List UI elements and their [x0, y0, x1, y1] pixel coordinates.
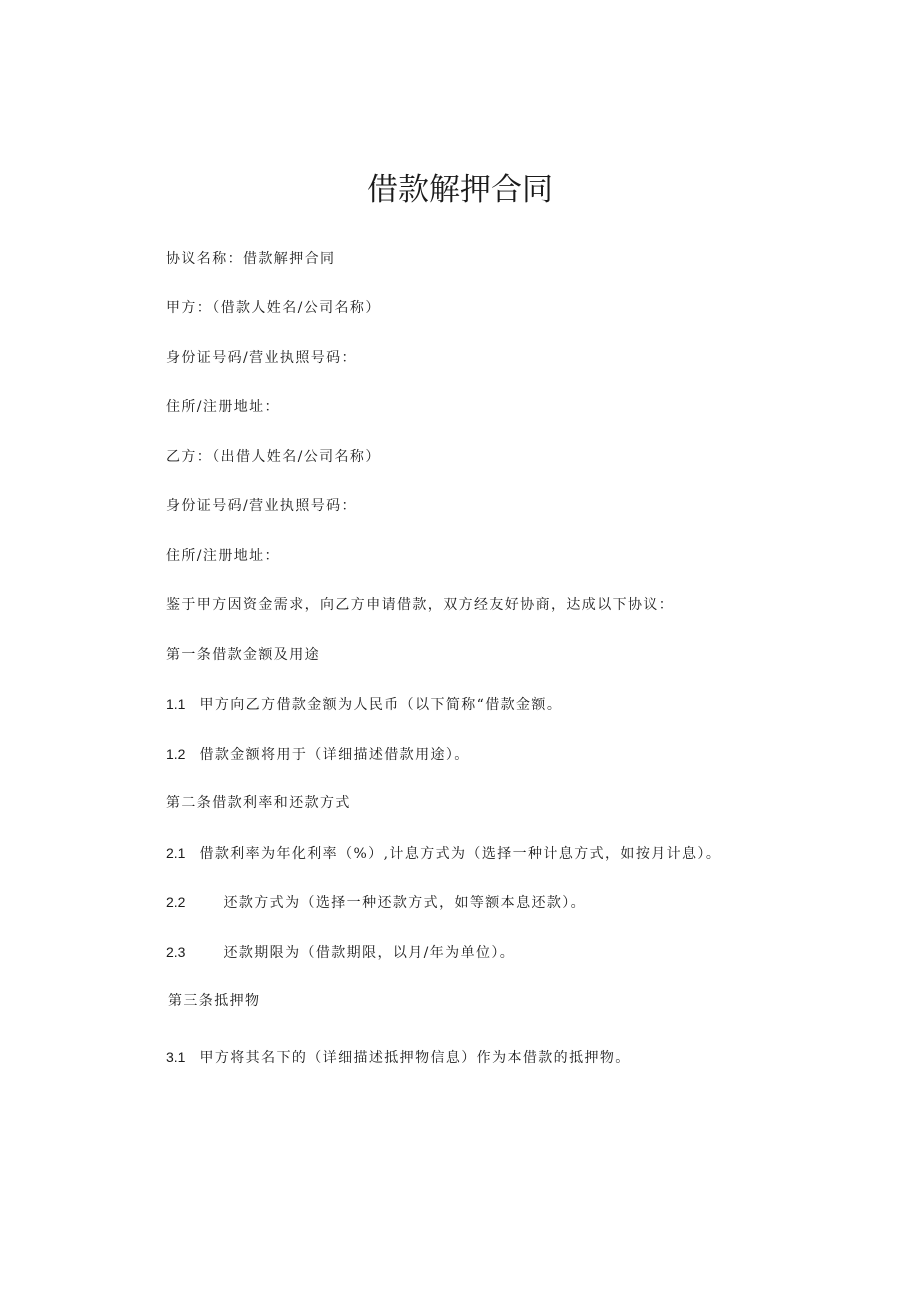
article-2-heading: 第二条借款利率和还款方式	[166, 795, 351, 811]
party-b-address-line: 住所/注册地址：	[166, 548, 280, 564]
clause-3-1	[166, 1047, 631, 1068]
clause-2-1	[166, 843, 721, 864]
clause-number: 1.1	[166, 696, 186, 712]
clause-1-1	[166, 694, 562, 715]
article-1-heading: 第一条借款金额及用途	[166, 647, 320, 663]
clause-number: 3.1	[166, 1049, 186, 1065]
clause-2-2	[166, 892, 586, 913]
document-title: 借款解押合同	[367, 172, 553, 208]
party-a-id-line: 身份证号码/营业执照号码：	[166, 350, 357, 366]
clause-text: 甲方将其名下的（详细描述抵押物信息）作为本借款的抵押物。	[199, 1050, 631, 1066]
clause-number: 1.2	[166, 746, 186, 762]
clause-text: 借款利率为年化利率（%）,计息方式为（选择一种计息方式，如按月计息）。	[199, 846, 722, 862]
preamble-line: 鉴于甲方因资金需求，向乙方申请借款，双方经友好协商，达成以下协议：	[166, 597, 675, 613]
party-b-id-line: 身份证号码/营业执照号码：	[166, 498, 357, 514]
clause-number: 2.3	[166, 944, 186, 960]
party-b-line: 乙方：（出借人姓名/公司名称）	[166, 449, 381, 465]
clause-text: 还款期限为（借款期限，以月/年为单位）。	[223, 945, 516, 961]
clause-1-2	[166, 744, 470, 765]
clause-text: 还款方式为（选择一种还款方式，如等额本息还款）。	[223, 895, 587, 911]
article-3-heading: 第三条抵押物	[168, 993, 261, 1009]
clause-number: 2.2	[166, 894, 186, 910]
clause-text: 甲方向乙方借款金额为人民币（以下简称“借款金额。	[199, 697, 563, 713]
clause-text: 借款金额将用于（详细描述借款用途）。	[199, 747, 470, 763]
party-a-address-line: 住所/注册地址：	[166, 399, 280, 415]
agreement-name-line: 协议名称：借款解押合同	[166, 251, 336, 267]
clause-2-3	[166, 942, 515, 963]
clause-number: 2.1	[166, 845, 186, 861]
party-a-line: 甲方：（借款人姓名/公司名称）	[166, 300, 381, 316]
